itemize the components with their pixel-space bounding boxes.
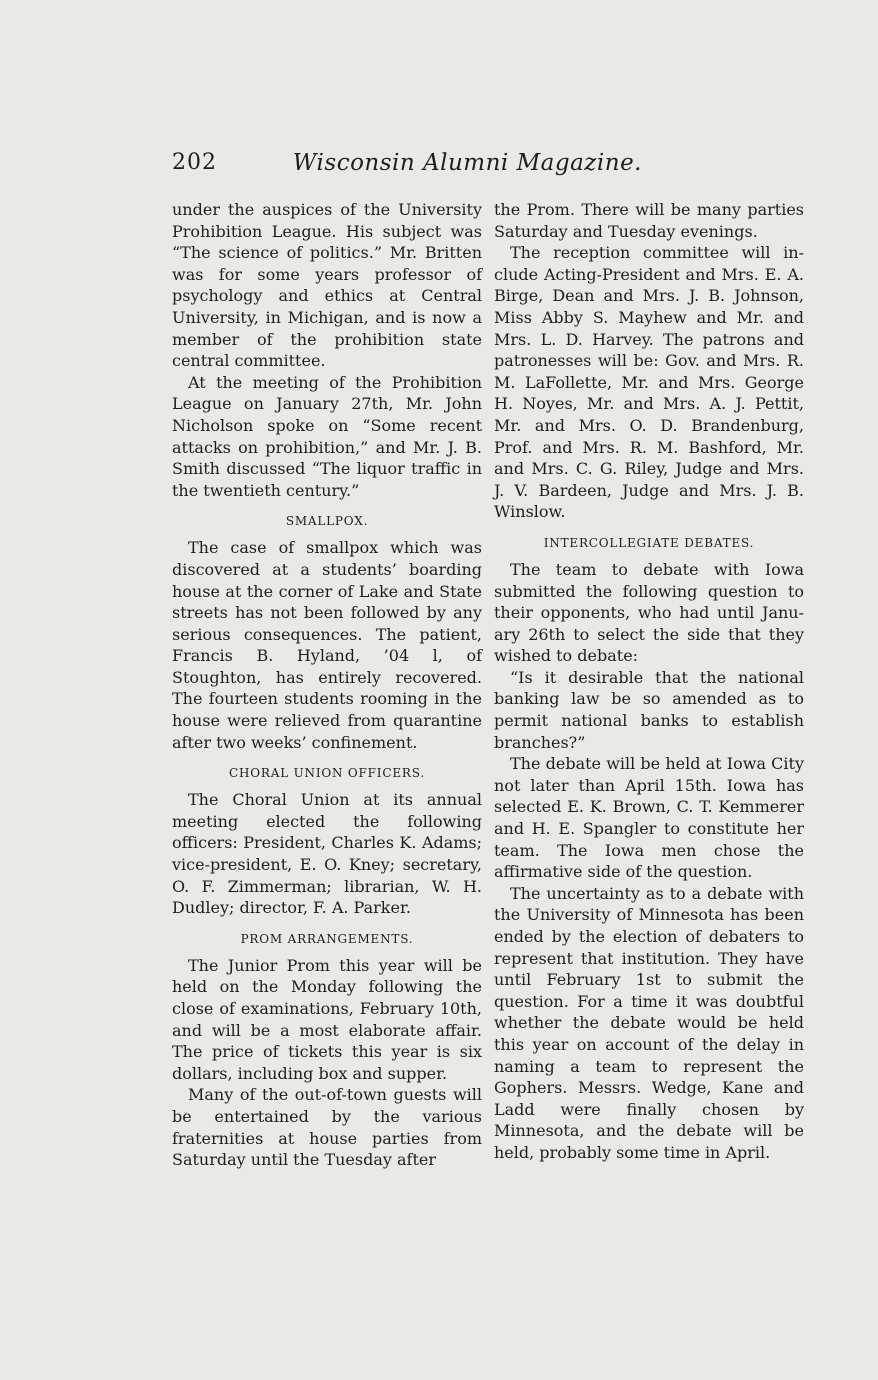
paragraph-smallpox: The case of smallpox which was discovered at a students’ boarding house at the corner of Lake and State streets has not been followed by any serious consequences. The patient, Francis B. Hyland, ’04 l, of Stoughton, has entirely recovered. The fourteen students rooming in the house were relieved from quarantine after two weeks’ confinement. — [172, 538, 482, 752]
section-heading-smallpox: SMALLPOX. — [285, 514, 369, 529]
paragraph-prohibition-lecture: under the auspices of the University Prohibition League. His subject was “The science of politics.” Mr. Britten was for some years professor of psychology and ethics at Central University, in Michigan, and is now a member of the prohibition state central committee. — [172, 200, 482, 371]
paragraph-prohibition-meeting: At the meeting of the Prohibition League on January 27th, Mr. John Nicholson spoke on “Some recent attacks on prohibition,” and Mr. J. B. Smith discussed “The liquor traffic in the twentieth century.” — [172, 372, 482, 500]
paragraph-prom-date: The Junior Prom this year will be held on the Monday following the close of examinations, February 10th, and will be a most elaborate affair. The price of tickets this year is six dollars, including box and supper. — [172, 955, 482, 1083]
paragraph-debate-quote: “Is it desirable that the national banking law be so amended as to permit national banks to establish branches?” — [494, 667, 804, 752]
section-heading-choral-union: CHORAL UNION OFFICERS. — [229, 766, 425, 781]
paragraph-minnesota-debate: The uncertainty as to a debate with the University of Minnesota has been ended by the election of debaters to represent that institution. They have until February 1st to submit the question. For a time it was doubtful whether the debate would be held this year on account of the delay in naming a team to represent the Gophers. Messrs. Wedge, Kane and Ladd were finally chosen by Minnesota, and the debate will be held, probably some time in April. — [494, 883, 804, 1162]
right-column — [494, 199, 804, 1164]
running-title: Wisconsin Alumni Magazine. — [292, 150, 642, 176]
paragraph-choral-union: The Choral Union at its annual meeting elected the following officers: President, Charles K. Adams; vice-president, E. O. Kney; secretary, O. F. Zimmerman; librarian, W. H. Dudley; director, F. A. Parker. — [172, 790, 482, 918]
section-heading-debates: INTERCOLLEGIATE DEBATES. — [543, 535, 755, 550]
paragraph-prom-parties: the Prom. There will be many parties Saturday and Tuesday evenings. — [494, 200, 804, 241]
paragraph-reception-committee: The reception committee will include Acting-President and Mrs. E. A. Birge, Dean and Mrs. J. B. Johnson, Miss Abby S. Mayhew and Mr. and Mrs. L. D. Harvey. The patrons and patronesses will be: Gov. and Mrs. R. M. LaFollette, Mr. and Mrs. George H. Noyes, Mr. and Mrs. A. J. Pettit, Mr. and Mrs. O. D. Brandenburg, Prof. and Mrs. R. M. Bashford, Mr. and Mrs. C. G. Riley, Judge and Mrs. J. V. Bardeen, Judge and Mrs. J. B. Winslow. — [494, 243, 804, 522]
left-column — [172, 199, 482, 1171]
section-heading-prom: PROM ARRANGEMENTS. — [240, 931, 414, 946]
page-header — [172, 150, 642, 182]
paragraph-iowa-debate: The debate will be held at Iowa City not later than April 15th. Iowa has selected E. K. Brown, C. T. Kemmerer and H. E. Spangler to constitute her team. The Iowa men chose the affirmative side of the question. — [494, 754, 804, 882]
paragraph-prom-guests: Many of the out-of-town guests will be entertained by the various fraternities at house parties from Saturday until the Tuesday after — [172, 1085, 482, 1170]
page-number: 202 — [172, 150, 217, 175]
paragraph-iowa-question: The team to debate with Iowa submitted the following question to their opponents, who had until January 26th to select the side that they wished to debate: — [494, 559, 804, 666]
